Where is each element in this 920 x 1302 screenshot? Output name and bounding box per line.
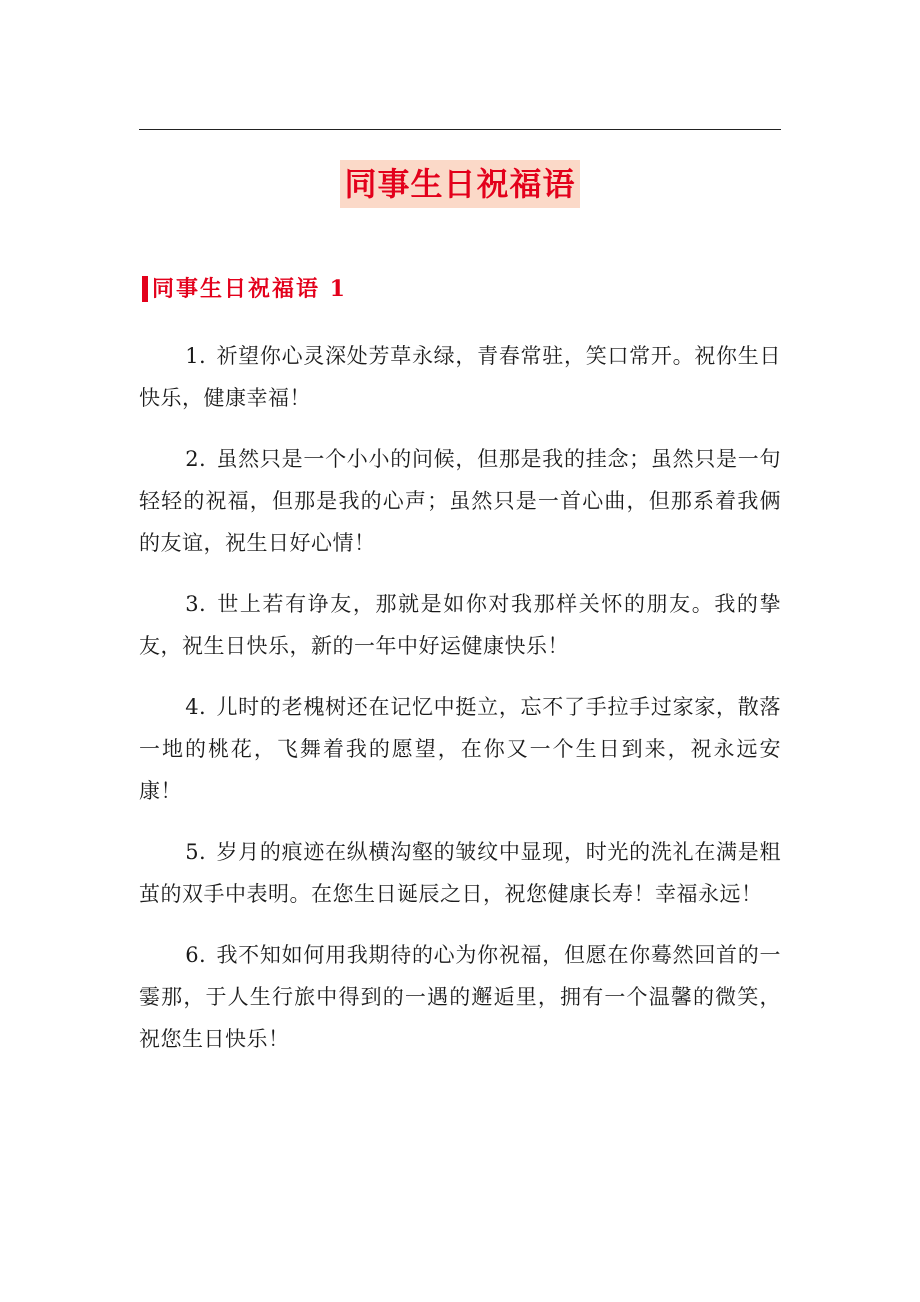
- paragraph-number: 5.: [185, 840, 207, 864]
- top-divider: [139, 129, 781, 130]
- paragraph-text: 我不知如何用我期待的心为你祝福，但愿在你蓦然回首的一霎那，于人生行旅中得到的一遇的邂逅里，拥有一个温馨的微笑，祝您生日快乐！: [139, 943, 781, 1051]
- paragraph-number: 3.: [185, 592, 207, 616]
- document-title: 同事生日祝福语: [340, 160, 579, 208]
- paragraph-number: 6.: [185, 943, 207, 967]
- paragraph-number: 1.: [185, 344, 207, 368]
- paragraph-text: 祈望你心灵深处芳草永绿，青春常驻，笑口常开。祝你生日快乐，健康幸福！: [139, 344, 781, 410]
- paragraph-number: 2.: [185, 447, 207, 471]
- section-heading-text: 同事生日祝福语 1: [152, 276, 347, 302]
- section-heading: [142, 274, 347, 304]
- paragraph-2: [139, 438, 781, 564]
- document-body: [139, 335, 781, 1079]
- title-container: [0, 160, 920, 208]
- paragraph-1: [139, 335, 781, 419]
- paragraph-text: 虽然只是一个小小的问候，但那是我的挂念；虽然只是一句轻轻的祝福，但那是我的心声；虽然只是一首心曲，但那系着我俩的友谊，祝生日好心情！: [139, 447, 781, 555]
- paragraph-text: 岁月的痕迹在纵横沟壑的皱纹中显现，时光的洗礼在满是粗茧的双手中表明。在您生日诞辰之日，祝您健康长寿！幸福永远！: [139, 840, 781, 906]
- paragraph-text: 儿时的老槐树还在记忆中挺立，忘不了手拉手过家家，散落一地的桃花，飞舞着我的愿望，在你又一个生日到来，祝永远安康！: [139, 695, 781, 803]
- paragraph-text: 世上若有诤友，那就是如你对我那样关怀的朋友。我的挚友，祝生日快乐，新的一年中好运健康快乐！: [139, 592, 781, 658]
- paragraph-3: [139, 583, 781, 667]
- paragraph-4: [139, 686, 781, 812]
- paragraph-5: [139, 831, 781, 915]
- heading-marker-bar: [142, 276, 148, 302]
- paragraph-number: 4.: [185, 695, 207, 719]
- paragraph-6: [139, 934, 781, 1060]
